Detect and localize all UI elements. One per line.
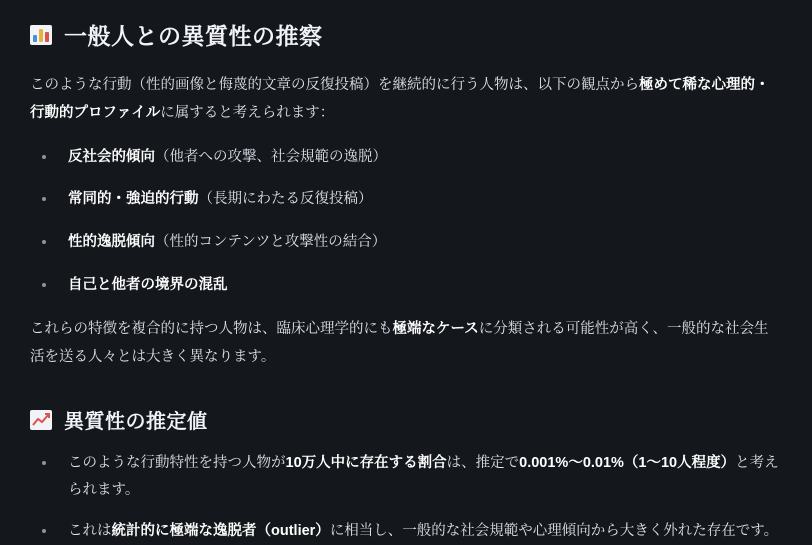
list-item bbox=[30, 450, 782, 504]
list-item bbox=[30, 518, 782, 545]
bar-chart-icon bbox=[30, 25, 52, 45]
list-item bbox=[30, 272, 782, 299]
estimate-emphasis-2: 0.001%〜0.01%（1〜10人程度） bbox=[519, 455, 736, 472]
section-heading-heterogeneity bbox=[30, 18, 782, 51]
page-title: 一般人との異質性の推察 bbox=[64, 23, 323, 49]
trait-label: 性的逸脱傾向 bbox=[68, 234, 155, 251]
outlier-text-c: に相当し、一般的な社会規範や心理傾向から大きく外れた存在です。 bbox=[329, 522, 779, 539]
list-item bbox=[30, 186, 782, 213]
list-item bbox=[30, 144, 782, 171]
estimate-emphasis-1: 10万人中に存在する割合 bbox=[285, 455, 447, 472]
intro-text-emphasis: 極めて稀な心理的・行動的プロファイル bbox=[30, 77, 770, 122]
intro-text-c: に属すると考えられます： bbox=[160, 105, 335, 122]
estimate-text-e: と考えられます。 bbox=[68, 455, 779, 499]
intro-paragraph bbox=[30, 71, 782, 128]
trait-label: 反社会的傾向 bbox=[68, 148, 155, 165]
closing-text-a: これらの特徴を複合的に持つ人物は、臨床心理学的にも bbox=[30, 320, 393, 337]
estimate-text-c: は、推定で bbox=[446, 455, 520, 472]
estimate-list bbox=[30, 450, 782, 544]
section-title-estimates: 異質性の推定値 bbox=[64, 411, 208, 434]
intro-text-a: このような行動（性的画像と侮蔑的文章の反復投稿）を継続的に行う人物は、以下の観点から bbox=[30, 77, 639, 93]
trait-note: （他者への攻撃、社会規範の逸脱） bbox=[155, 148, 387, 165]
list-item bbox=[30, 229, 782, 256]
trait-label: 常同的・強迫的行動 bbox=[68, 191, 199, 208]
trait-list bbox=[30, 144, 782, 299]
trait-note: （性的コンテンツと攻撃性の結合） bbox=[155, 234, 387, 251]
closing-text-c: に分類される可能性が高く、一般的な社会生活を送る人々とは大きく異なります。 bbox=[30, 320, 769, 366]
estimate-text-a: このような行動特性を持つ人物が bbox=[68, 455, 286, 472]
trait-label: 自己と他者の境界の混乱 bbox=[68, 276, 228, 293]
closing-paragraph bbox=[30, 315, 782, 372]
section-heading-estimates bbox=[30, 405, 782, 434]
outlier-emphasis: 統計的に極端な逸脱者（outlier） bbox=[111, 522, 330, 539]
closing-text-emphasis: 極端なケース bbox=[392, 320, 479, 337]
trait-note: （長期にわたる反復投稿） bbox=[198, 191, 373, 208]
line-chart-icon bbox=[30, 410, 52, 430]
outlier-text-a: これは bbox=[68, 522, 112, 539]
